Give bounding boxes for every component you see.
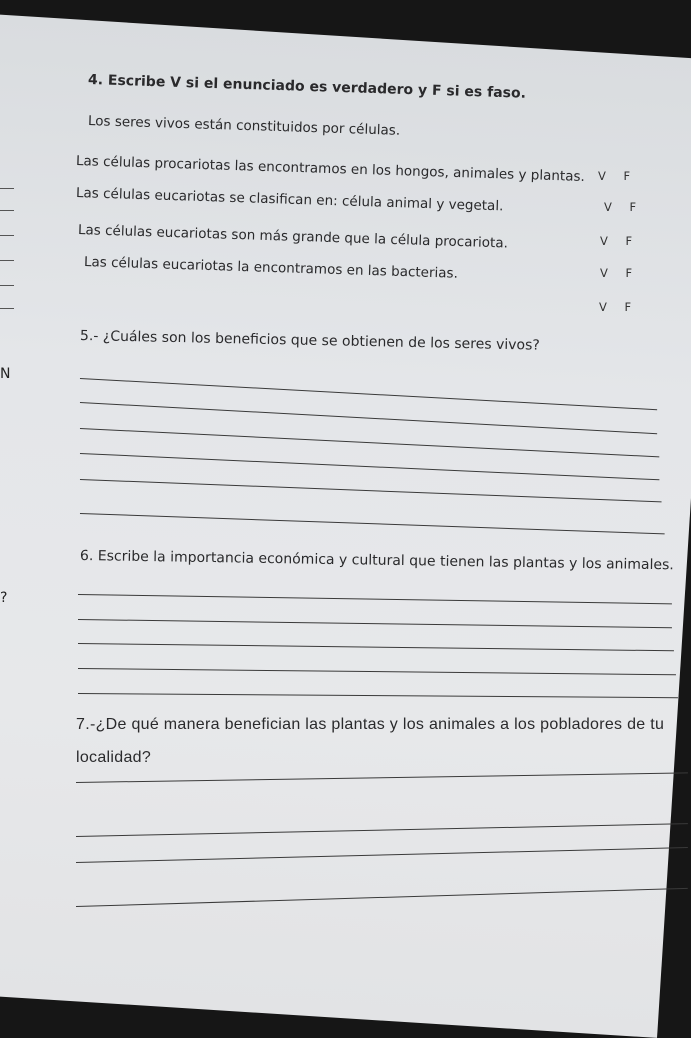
q4-statement-5: Las células eucariotas la encontramos en las bacterias.	[83, 254, 459, 282]
margin-dash	[0, 285, 14, 286]
q4-vf-2: V F	[604, 200, 644, 214]
answer-line-q7-4	[76, 888, 688, 907]
margin-dash	[0, 308, 14, 309]
margin-dash	[0, 260, 14, 261]
q4-vf-4: V F	[600, 266, 640, 280]
answer-line-q6-1	[78, 594, 672, 605]
answer-line-q7-1	[76, 772, 688, 783]
answer-line-q5-3	[80, 428, 659, 458]
q4-vf-5: V F	[599, 300, 639, 314]
answer-line-q6-2	[78, 619, 672, 628]
q4-statement-1: Los seres vivos están constituidos por células.	[87, 113, 401, 139]
q6-title: 6. Escribe la importancia económica y cultural que tienen las plantas y los animales.	[79, 548, 674, 574]
answer-line-q5-1	[80, 378, 657, 410]
q4-statement-4: Las células eucariotas son más grande que la célula procariota.	[77, 222, 509, 252]
q4-statement-3: Las células eucariotas se clasifican en: célula animal y vegetal.	[75, 185, 504, 215]
margin-dash	[0, 188, 14, 189]
q4-vf-1: V F	[598, 169, 638, 183]
answer-line-q5-4	[80, 453, 659, 480]
answer-line-q6-5	[78, 693, 678, 698]
answer-line-q7-2	[76, 823, 688, 837]
q7-title-line1: 7.-¿De qué manera benefician las plantas y los animales a los pobladores de tu	[76, 716, 665, 733]
q4-title: 4. Escribe V si el enunciado es verdadero y F si es faso.	[87, 72, 527, 102]
answer-line-q6-3	[78, 643, 674, 651]
q7-title-line2: localidad?	[76, 749, 152, 766]
margin-question-mark: ?	[0, 590, 8, 606]
margin-letter: N	[0, 366, 11, 382]
q4-vf-3: V F	[600, 234, 640, 248]
margin-dash	[0, 210, 14, 211]
answer-line-q5-6	[80, 513, 665, 535]
q4-statement-2: Las células procariotas las encontramos en los hongos, animales y plantas.	[75, 153, 586, 185]
margin-dash	[0, 235, 14, 236]
q5-title: 5.- ¿Cuáles son los beneficios que se obtienen de los seres vivos?	[79, 328, 540, 354]
answer-line-q7-3	[76, 847, 688, 863]
answer-line-q6-4	[78, 668, 676, 675]
answer-line-q5-5	[80, 479, 662, 503]
answer-line-q5-2	[80, 402, 657, 434]
